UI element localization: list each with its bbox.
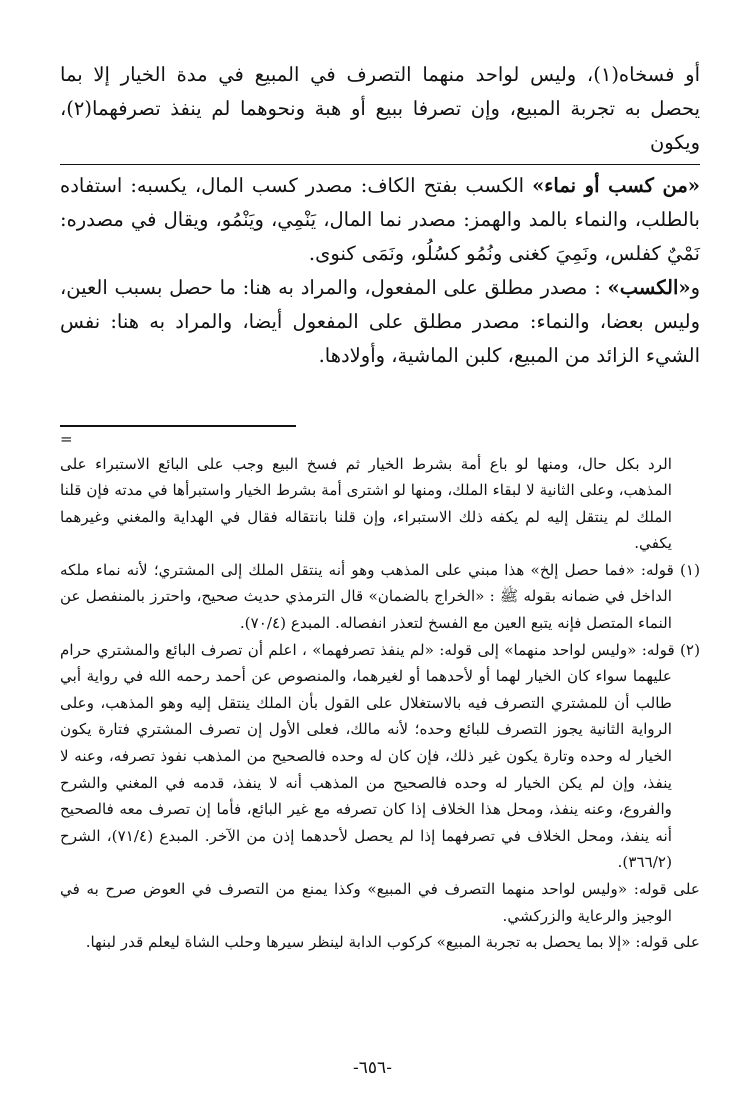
footnote-3: على قوله: «وليس لواحد منهما التصرف في المبيع» وكذا يمنع من التصرف في العوض صرح به في الوجيز والرعاية والزركشي. — [60, 880, 700, 925]
term-kasb-or-namaa: «من كسب أو نماء» — [532, 174, 700, 197]
main-paragraph-2: «من كسب أو نماء» الكسب بفتح الكاف: مصدر كسب المال، يكسبه: استفاده بالطلب، والنماء بالمد والهمز: مصدر نما المال، يَنْمِي، ويَنْمُو، ويقال في مصدره: نَمْيٌ كفلس، ونَمِيَ كغنى ونُمُو كسُلُو، ونَمَى كنوى. — [60, 174, 700, 265]
main-text — [60, 58, 700, 373]
main-paragraph-1: أو فسخاه(١)، وليس لواحد منهما التصرف في المبيع في مدة الخيار إلا بما يحصل به تجربة المبيع، وإن تصرفا ببيع أو هبة ونحوهما لم ينفذ تصرفهما(٢)، ويكون — [60, 58, 700, 165]
footnotes — [60, 451, 700, 956]
page-number: -٦٥٦- — [353, 1058, 392, 1078]
footnote-4: على قوله: «إلا بما يحصل به تجربة المبيع» كركوب الدابة لينظر سيرها وحلب الشاة ليعلم قدر لبنها. — [85, 933, 700, 952]
continuation-mark: = — [60, 429, 73, 448]
footnote-separator — [60, 425, 296, 427]
footnote-1: (١) قوله: «فما حصل إلخ» هذا مبني على المذهب وهو أنه ينتقل الملك إلى المشتري؛ لأنه نماء ملكه الداخل في ضمانه بقوله ﷺ : «الخراج بالضمان» قال الترمذي حديث صحيح، واحترز بالمنفصل عن النماء المتصل فإنه يتبع العين مع الفسخ لتعذر انفصاله. المبدع (٧٠/٤). — [60, 560, 700, 633]
page-content — [60, 58, 700, 956]
footnote-continuation: الرد بكل حال، ومنها لو باع أمة بشرط الخيار ثم فسخ البيع وجب على البائع الاستبراء على المذهب، وعلى الثانية لا لبقاء الملك، ومنها لو اشترى أمة بشرط الخيار واستبرأها في مدته فإن قلنا الملك لم ينتقل إليه لم يكفه ذلك الاستبراء، وإن قلنا بانتقاله فقال في الهداية والمغني وغيرهما يكفي. — [60, 454, 672, 553]
main-paragraph-3: و«الكسب» : مصدر مطلق على المفعول، والمراد به هنا: ما حصل بسبب العين، وليس بعضا، والنماء: مصدر مطلق على المفعول أيضا، والمراد به هنا: نفس الشيء الزائد من المبيع، كلبن الماشية، وأولادها. — [60, 276, 700, 367]
term-kasb: «الكسب» — [607, 276, 691, 299]
footnote-2: (٢) قوله: «وليس لواحد منهما» إلى قوله: «لم ينفذ تصرفهما» ، اعلم أن تصرف البائع والمشتري حرام عليهما سواء كان الخيار لهما أو لأحدهما أو لغيرهما، والمنصوص عن أحمد رحمه الله في رواية أبي طالب أن للمشتري التصرف فيه بالاستغلال على القول بأن الملك ينتقل إليه وهو المذهب، وعلى الرواية الثانية يجوز التصرف للبائع وحده؛ لأنه مالك، فعلى الأول إن تصرف المشتري فتارة يكون الخيار له وحده وتارة يكون غير ذلك، فإن كان له وحده فالصحيح من المذهب نفوذ تصرفه، وعنه لا ينفذ، وإن لم يكن الخيار له وحده فالصحيح من المذهب أنه لا ينفذ، قدمه في المغني والشرح والفروع، وعنه ينفذ، ومحل هذا الخلاف إذا كان تصرفه مع غير البائع، فأما إن تصرف معه فالصحيح أنه ينفذ، ومحل الخلاف في تصرفهما إذا لم يحصل لأحدهما إذن من الآخر. المبدع (٧١/٤)، الشرح (٣٦٦/٢). — [60, 640, 700, 872]
